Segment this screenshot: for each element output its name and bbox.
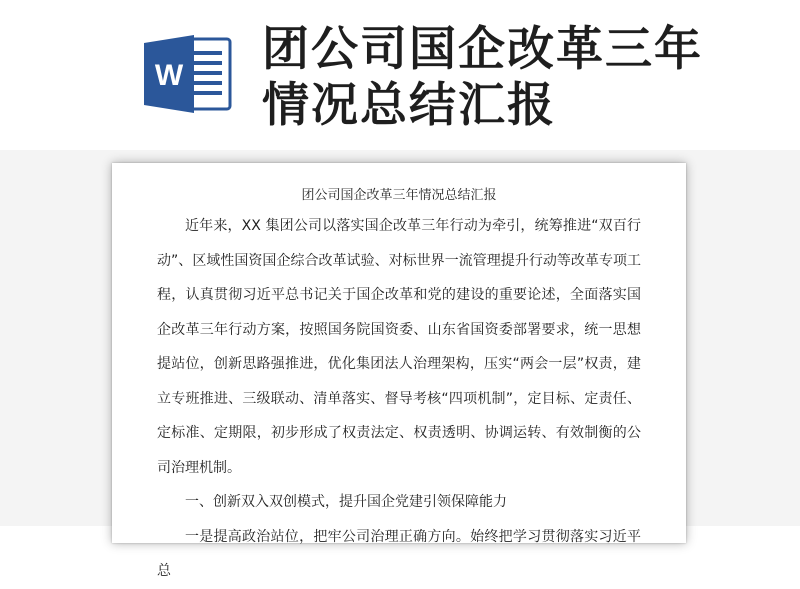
paragraph-point-one: 一是提高政治站位，把牢公司治理正确方向。始终把学习贯彻落实习近平总 (157, 528, 641, 579)
document-heading: 团公司国企改革三年情况总结汇报 (301, 188, 497, 203)
word-icon-letter: W (154, 59, 184, 92)
paragraph-section-heading: 一、创新双入双创模式，提升国企党建引领保障能力 (185, 494, 507, 510)
document-body (157, 209, 641, 589)
paragraph-intro: 近年来，XX 集团公司以落实国企改革三年行动为牵引，统筹推进“双百行动”、区域性国资国企综合改革试验、对标世界一流管理提升行动等改革专项工程，认真贯彻习近平总书记关于国企改革和党的建设的重要论述，全面落实国企改革三年行动方案，按照国务院国资委、山东省国资委部署要求，统一思想提站位，创新思路强推进，优化集团法人治理架构，压实“两会一层”权责，建立专班推进、三级联动、清单落实、督导考核“四项机制”，定目标、定责任、定标准、定期限，初步形成了权责法定、权责透明、协调运转、有效制衡的公司治理机制。 (157, 218, 641, 476)
word-document-icon (144, 33, 236, 115)
banner-header (0, 0, 800, 150)
page-title: 团公司国企改革三年 情况总结汇报 (262, 22, 703, 133)
document-page (112, 163, 686, 579)
